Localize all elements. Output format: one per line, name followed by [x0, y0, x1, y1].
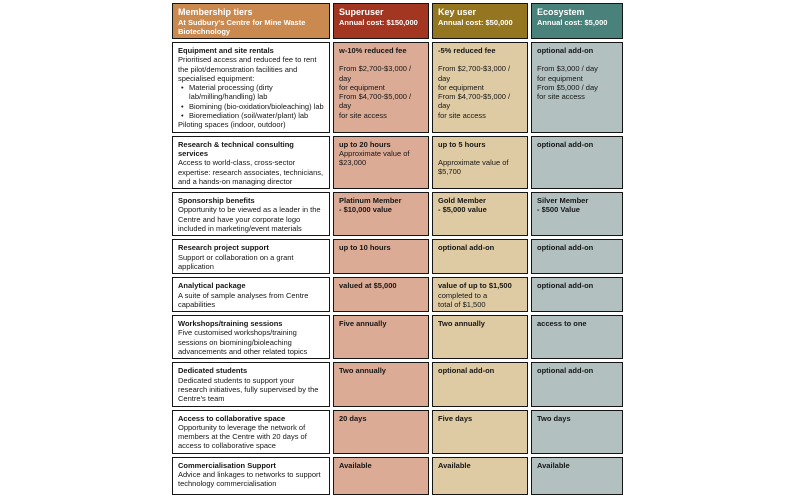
value-lead-2: - $5,000 value	[438, 205, 487, 215]
bullet-icon: •	[181, 101, 184, 111]
feature-description: A suite of sample analyses from Centre capabilities	[178, 290, 309, 309]
feature-cell	[172, 239, 330, 274]
value-lead: Two annually	[438, 319, 485, 329]
feature-cell	[172, 457, 330, 495]
value-detail: Approximate value of	[339, 148, 410, 158]
value-lead: valued at $5,000	[339, 281, 397, 291]
feature-title: Dedicated students	[178, 366, 248, 376]
value-detail: for equipment	[339, 82, 385, 92]
value-lead: optional add-on	[537, 243, 594, 253]
superuser-value-cell	[333, 457, 429, 495]
key-user-value-cell	[432, 42, 528, 133]
ecosystem-value-cell	[531, 362, 623, 406]
value-lead: optional add-on	[537, 281, 594, 291]
column-header-ecosystem	[531, 3, 623, 39]
ecosystem-value-cell	[531, 136, 623, 189]
row-research-project-support	[172, 239, 623, 274]
feature-title: Access to collaborative space	[178, 413, 286, 423]
column-subtitle: Annual cost: $50,000	[438, 18, 513, 27]
value-lead: Available	[438, 460, 471, 470]
key-user-value-cell	[432, 457, 528, 495]
value-detail: Approximate value of	[438, 157, 509, 167]
feature-title: Research & technical consulting services	[178, 139, 294, 158]
superuser-value-cell	[333, 315, 429, 359]
feature-description: Access to world-class, cross-sector expertise: research associates, technicians, and a hands-on managing director	[178, 158, 324, 186]
value-lead: optional add-on	[438, 243, 495, 253]
row-equipment-and-site-rentals	[172, 42, 623, 133]
ecosystem-value-cell	[531, 277, 623, 312]
key-user-value-cell	[432, 136, 528, 189]
ecosystem-value-cell	[531, 315, 623, 359]
value-detail: for site access	[537, 92, 585, 102]
value-lead: optional add-on	[537, 366, 594, 376]
feature-cell	[172, 362, 330, 406]
feature-bullet	[178, 111, 324, 120]
value-lead: -5% reduced fee	[438, 46, 496, 55]
feature-title: Analytical package	[178, 281, 246, 291]
column-subtitle: Annual cost: $150,000	[339, 18, 418, 27]
value-lead: Platinum Member	[339, 196, 402, 206]
ecosystem-value-cell	[531, 239, 623, 274]
feature-cell	[172, 192, 330, 236]
row-access-to-collaborative-space	[172, 410, 623, 454]
header-row	[172, 3, 623, 39]
superuser-value-cell	[333, 362, 429, 406]
superuser-value-cell	[333, 42, 429, 133]
value-detail: From $4,700-$5,000 / day	[339, 92, 412, 111]
value-detail: for site access	[438, 110, 486, 120]
key-user-value-cell	[432, 410, 528, 454]
value-lead: optional add-on	[537, 46, 594, 55]
value-lead: optional add-on	[537, 139, 594, 149]
value-lead: access to one	[537, 319, 587, 329]
value-lead: Gold Member	[438, 196, 486, 206]
bullet-icon: •	[181, 83, 184, 93]
feature-title: Workshops/training sessions	[178, 319, 283, 329]
feature-footer: Piloting spaces (indoor, outdoor)	[178, 120, 286, 130]
value-detail: completed to a	[438, 290, 488, 300]
superuser-value-cell	[333, 136, 429, 189]
superuser-value-cell	[333, 277, 429, 312]
column-subtitle: At Sudbury’s Centre for Mine Waste Biotechnology	[178, 18, 306, 36]
feature-title: Equipment and site rentals	[178, 46, 274, 55]
feature-description: Opportunity to leverage the network of members at the Centre with 20 days of access to collaborative space	[178, 422, 307, 451]
value-lead: Silver Member	[537, 196, 589, 206]
value-lead: 20 days	[339, 413, 367, 423]
value-detail: $5,700	[438, 167, 461, 177]
value-lead: Two annually	[339, 366, 386, 376]
feature-bullet	[178, 102, 324, 111]
value-detail: $23,000	[339, 158, 367, 168]
key-user-value-cell	[432, 362, 528, 406]
value-lead-2: - $10,000 value	[339, 205, 392, 215]
row-sponsorship-benefits	[172, 192, 623, 236]
bullet-text: Material processing (dirty lab/milling/handling) lab	[189, 83, 273, 102]
bullet-text: Bioremediation (soil/water/plant) lab	[189, 111, 309, 121]
feature-cell	[172, 410, 330, 454]
key-user-value-cell	[432, 315, 528, 359]
value-lead: Available	[339, 460, 372, 470]
bullet-text: Biomining (bio-oxidation/bioleaching) lab	[189, 101, 324, 111]
feature-cell	[172, 315, 330, 359]
feature-title: Commercialisation Support	[178, 460, 276, 470]
column-title: Key user	[438, 7, 477, 17]
feature-cell	[172, 136, 330, 189]
ecosystem-value-cell	[531, 192, 623, 236]
column-header-superuser	[333, 3, 429, 39]
feature-description: Advice and linkages to networks to support technology commercialisation	[178, 469, 321, 489]
value-lead-2: - $500 Value	[537, 205, 580, 215]
ecosystem-value-cell	[531, 457, 623, 495]
value-detail: From $5,000 / day	[537, 82, 598, 92]
feature-cell	[172, 277, 330, 312]
key-user-value-cell	[432, 277, 528, 312]
superuser-value-cell	[333, 239, 429, 274]
bullet-icon: •	[181, 111, 184, 121]
value-lead: Five days	[438, 413, 473, 423]
key-user-value-cell	[432, 239, 528, 274]
ecosystem-value-cell	[531, 42, 623, 133]
row-commercialisation-support	[172, 457, 623, 495]
feature-description: Five customised workshops/training sessions on biomining/bioleaching advancements and other related topics	[178, 328, 308, 357]
value-lead: Two days	[537, 413, 571, 423]
row-research-technical-consulting	[172, 136, 623, 189]
membership-tiers-table	[169, 0, 626, 498]
feature-description: Prioritised access and reduced fee to rent the pilot/demonstration facilities and specialised equipment:	[178, 55, 317, 83]
value-detail: From $3,000 / day	[537, 64, 598, 74]
value-lead: value of up to $1,500	[438, 281, 512, 291]
value-lead: Five annually	[339, 319, 387, 329]
row-dedicated-students	[172, 362, 623, 406]
value-lead: up to 10 hours	[339, 243, 391, 253]
value-lead: Available	[537, 460, 570, 470]
value-detail: for equipment	[438, 82, 484, 92]
feature-description: Dedicated students to support your research initiatives, fully supervised by the Centre’s team	[178, 375, 319, 404]
value-detail: total of $1,500	[438, 299, 486, 309]
column-title: Superuser	[339, 7, 384, 17]
value-detail: for equipment	[537, 73, 583, 83]
column-title: Ecosystem	[537, 7, 585, 17]
value-detail: From $2,700-$3,000 / day	[438, 64, 511, 83]
feature-description: Opportunity to be viewed as a leader in the Centre and have your corporate logo included in marketing/event materials	[178, 205, 321, 234]
superuser-value-cell	[333, 410, 429, 454]
row-analytical-package	[172, 277, 623, 312]
value-lead: up to 20 hours	[339, 139, 391, 149]
column-title: Membership tiers	[178, 7, 253, 17]
column-subtitle: Annual cost: $5,000	[537, 18, 608, 27]
row-workshops-training-sessions	[172, 315, 623, 359]
column-header-membership-tiers	[172, 3, 330, 39]
feature-description: Support or collaboration on a grant application	[178, 252, 294, 271]
value-lead: w-10% reduced fee	[339, 46, 407, 55]
value-detail: for site access	[339, 110, 387, 120]
column-header-key-user	[432, 3, 528, 39]
feature-cell	[172, 42, 330, 133]
feature-title: Sponsorship benefits	[178, 196, 255, 206]
ecosystem-value-cell	[531, 410, 623, 454]
value-detail: From $2,700-$3,000 / day	[339, 64, 412, 83]
value-lead: optional add-on	[438, 366, 495, 376]
value-detail: From $4,700-$5,000 / day	[438, 92, 511, 111]
key-user-value-cell	[432, 192, 528, 236]
feature-bullet	[178, 83, 324, 102]
value-lead: up to 5 hours	[438, 139, 486, 149]
feature-title: Research project support	[178, 243, 269, 253]
superuser-value-cell	[333, 192, 429, 236]
